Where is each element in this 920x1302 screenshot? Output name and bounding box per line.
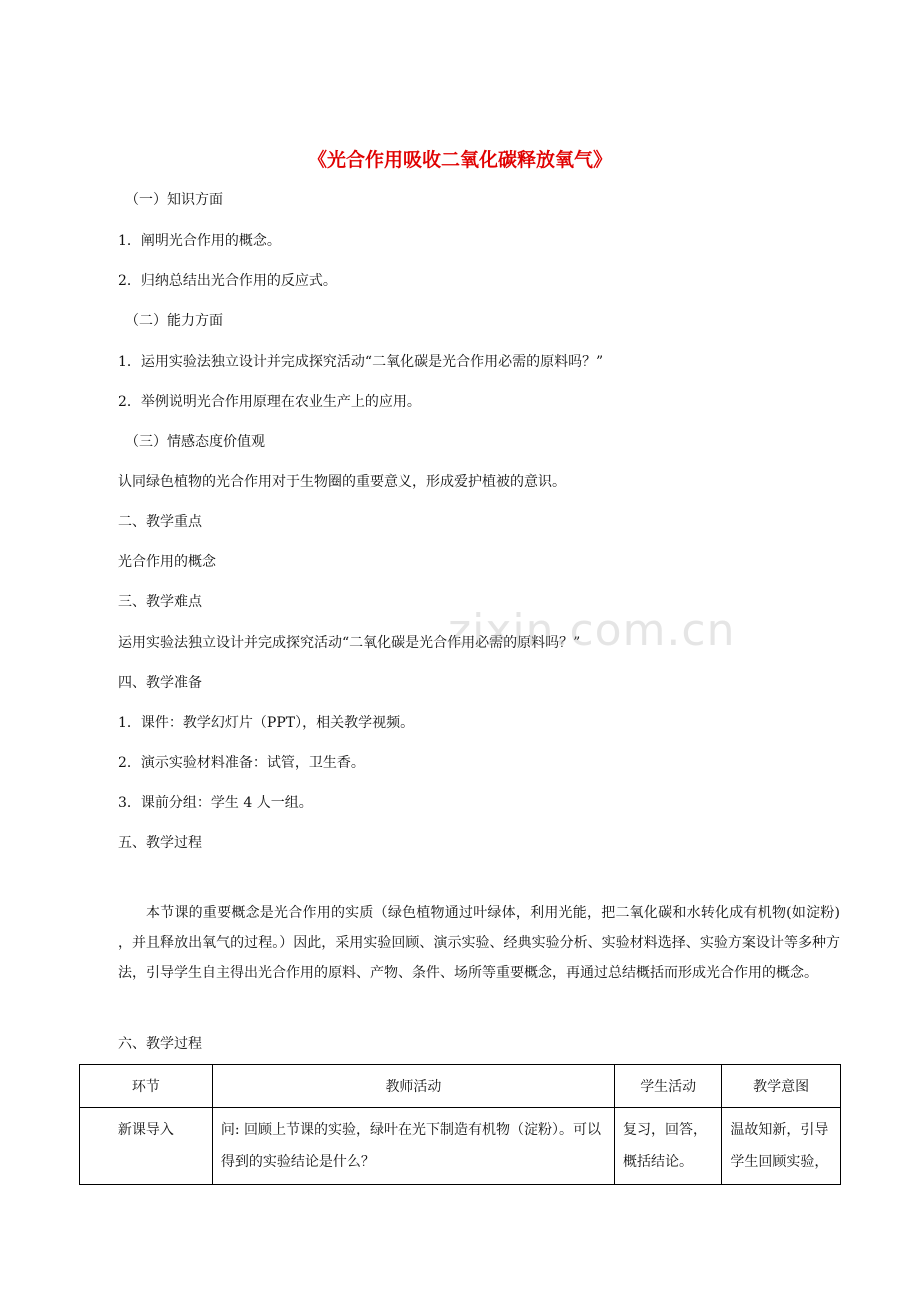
table-cell-intent: 温故知新，引导学生回顾实验， [722,1108,841,1185]
section-heading: 三、教学难点 [118,594,202,610]
column-header: 学生活动 [615,1065,722,1108]
heading-emotion: （三）情感态度价值观 [125,434,265,450]
body-text: 认同绿色植物的光合作用对于生物圈的重要意义，形成爱护植被的意识。 [118,474,566,490]
section-heading: 二、教学重点 [118,514,202,530]
section-heading: 四、教学准备 [118,675,202,691]
heading-knowledge: （一）知识方面 [125,192,223,208]
table-header-row [80,1065,841,1108]
list-item: 1．课件：教学幻灯片（PPT），相关教学视频。 [118,715,415,731]
list-item: 2．举例说明光合作用原理在农业生产上的应用。 [118,394,421,410]
table-cell-stage: 新课导入 [80,1108,213,1185]
paragraph [118,868,840,988]
paragraph-text: 本节课的重要概念是光合作用的实质（绿色植物通过叶绿体，利用光能，把二氧化碳和水转化成有机物(如淀粉) ，并且释放出氧气的过程。）因此，采用实验回顾、演示实验、经典实验分析、实验材料选择、实验方案设计等多种方法，引导学生自主得出光合作用的原料、产物、条件、场所等重要概念，再通过总结概括而形成光合作用的概念。 [118,905,840,981]
body-text: 运用实验法独立设计并完成探究活动“二氧化碳是光合作用必需的原料吗？” [118,635,581,651]
section-heading: 六、教学过程 [118,1036,202,1052]
table-cell-teacher: 问: 回顾上节课的实验，绿叶在光下制造有机物（淀粉）。可以得到的实验结论是什么？ [212,1108,614,1185]
table-cell-student: 复习，回答，概括结论。 [615,1108,722,1185]
heading-ability: （二）能力方面 [125,313,223,329]
body-text: 光合作用的概念 [118,554,216,570]
column-header: 教师活动 [212,1065,614,1108]
column-header: 环节 [80,1065,213,1108]
table-row [80,1108,841,1185]
process-table [79,1064,841,1185]
list-item: 3．课前分组：学生 4 人一组。 [118,795,313,811]
section-heading: 五、教学过程 [118,835,202,851]
list-item: 1．运用实验法独立设计并完成探究活动“二氧化碳是光合作用必需的原料吗？” [118,354,604,370]
document-title: 《光合作用吸收二氧化碳释放氧气》 [307,149,612,171]
watermark: zixin.com.cn [448,605,736,656]
column-header: 教学意图 [722,1065,841,1108]
list-item: 2．归纳总结出光合作用的反应式。 [118,273,337,289]
list-item: 2．演示实验材料准备：试管，卫生香。 [118,755,365,771]
list-item: 1．阐明光合作用的概念。 [118,233,281,249]
